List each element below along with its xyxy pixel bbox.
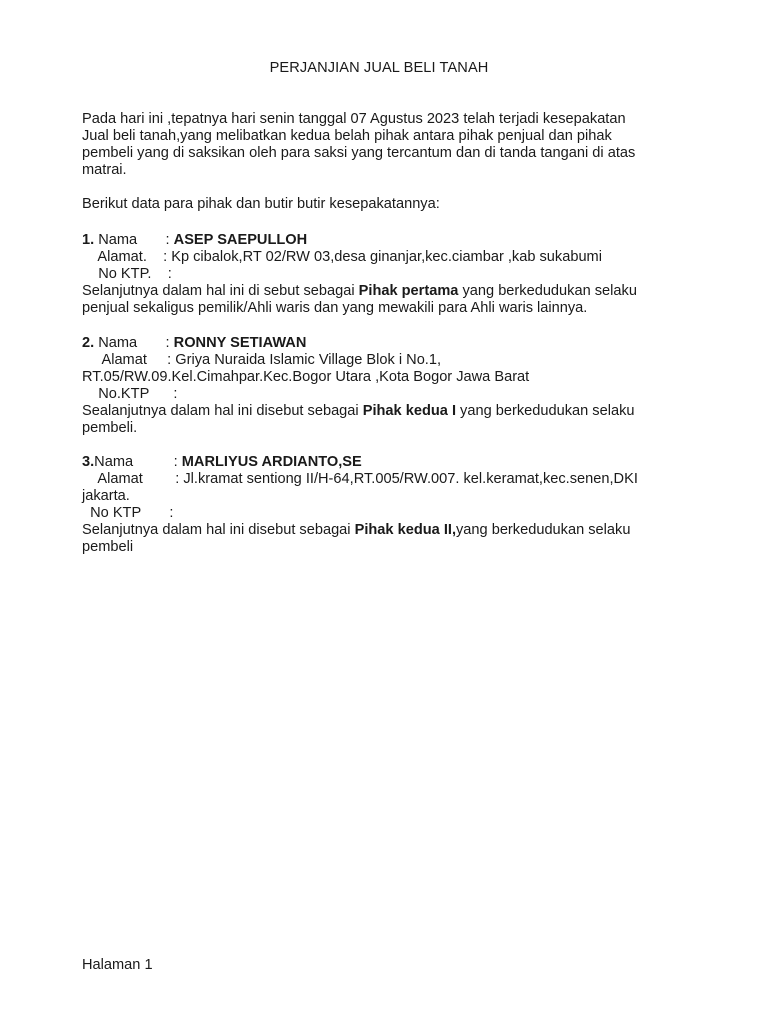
party-2-role: Pihak kedua I	[362, 403, 456, 419]
party-1-ktp: No KTP. :	[82, 266, 172, 282]
party-3-name: MARLIYUS ARDIANTO,SE	[181, 454, 362, 470]
party-2-description-line-2: pembeli.	[82, 420, 138, 436]
party-3-role: Pihak kedua II,	[354, 522, 456, 538]
page-footer: Halaman 1	[82, 957, 153, 973]
party-1-name: ASEP SAEPULLOH	[173, 232, 308, 248]
intro-paragraph	[82, 111, 682, 179]
party-2-name-label: Nama :	[94, 335, 174, 351]
document-title: PERJANJIAN JUAL BELI TANAH	[269, 60, 489, 76]
party-3-desc-pre: Selanjutnya dalam hal ini disebut sebagai	[82, 522, 355, 538]
intro-line: Jual beli tanah,yang melibatkan kedua belah pihak antara pihak penjual dan pihak	[82, 128, 612, 144]
party-1-description	[82, 283, 682, 300]
party-3-description	[82, 522, 682, 539]
lead-text: Berikut data para pihak dan butir butir kesepakatannya:	[82, 196, 440, 212]
party-1-section	[82, 232, 682, 317]
party-2-section	[82, 335, 682, 437]
party-2-desc-post: yang berkedudukan selaku	[456, 403, 635, 419]
party-1-desc-post: yang berkedudukan selaku	[458, 283, 637, 299]
party-1-role: Pihak pertama	[358, 283, 459, 299]
party-1-name-label: Nama :	[94, 232, 174, 248]
party-1-description-line-2: penjual sekaligus pemilik/Ahli waris dan yang mewakili para Ahli waris lainnya.	[82, 300, 588, 316]
party-1-number: 1.	[82, 232, 95, 248]
party-3-name-line	[82, 454, 682, 471]
party-3-name-label: Nama :	[94, 454, 182, 470]
lead-paragraph	[82, 196, 682, 213]
intro-line: matrai.	[82, 162, 127, 178]
intro-line: Pada hari ini ,tepatnya hari senin tanggal 07 Agustus 2023 telah terjadi kesepakatan	[82, 111, 626, 127]
party-3-desc-post: yang berkedudukan selaku	[456, 522, 631, 538]
party-3-ktp: No KTP :	[82, 505, 174, 521]
party-2-address: Alamat : Griya Nuraida Islamic Village Blok i No.1,	[82, 352, 442, 368]
party-1-address: Alamat. : Kp cibalok,RT 02/RW 03,desa ginanjar,kec.ciambar ,kab sukabumi	[82, 249, 602, 265]
party-2-name: RONNY SETIAWAN	[173, 335, 307, 351]
party-3-address-line-2: jakarta.	[82, 488, 130, 504]
party-3-description-line-2: pembeli	[82, 539, 134, 555]
party-1-desc-pre: Selanjutnya dalam hal ini di sebut sebagai	[82, 283, 359, 299]
party-2-name-line	[82, 335, 682, 352]
party-3-number: 3.	[82, 454, 95, 470]
party-3-address: Alamat : Jl.kramat sentiong II/H-64,RT.005/RW.007. kel.keramat,kec.senen,DKI	[82, 471, 638, 487]
party-2-address-line-2: RT.05/RW.09.Kel.Cimahpar.Kec.Bogor Utara ,Kota Bogor Jawa Barat	[82, 369, 530, 385]
party-1-name-line	[82, 232, 682, 249]
party-2-number: 2.	[82, 335, 95, 351]
party-2-desc-pre: Sealanjutnya dalam hal ini disebut sebagai	[82, 403, 363, 419]
party-3-section	[82, 454, 682, 556]
intro-line: pembeli yang di saksikan oleh para saksi yang tercantum dan di tanda tangani di atas	[82, 145, 636, 161]
party-2-ktp: No.KTP :	[82, 386, 178, 402]
party-2-description	[82, 403, 682, 420]
